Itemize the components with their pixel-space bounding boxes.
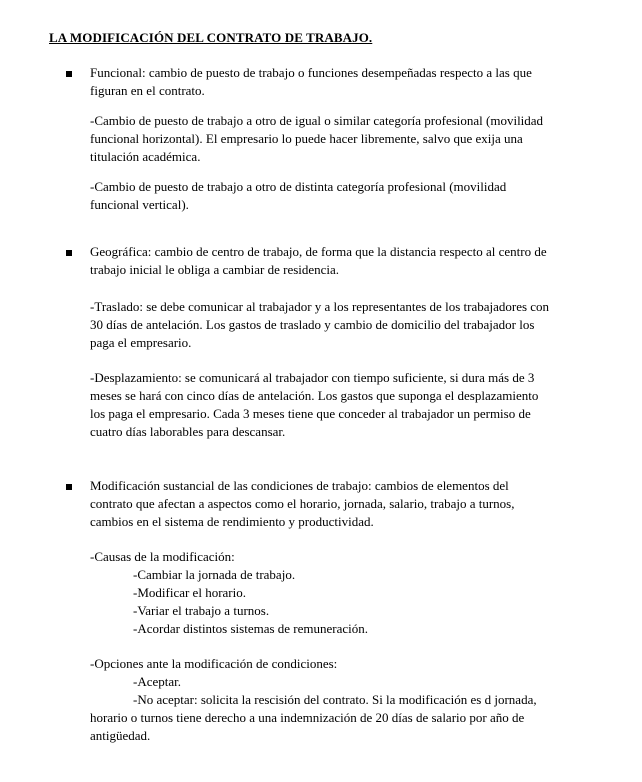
text-line: horario o turnos tiene derecho a una indemnización de 20 días de salario por año de	[90, 710, 525, 725]
text-line: -Cambio de puesto de trabajo a otro de igual o similar categoría profesional (movilidad	[90, 113, 544, 128]
text-line: paga el empresario.	[90, 335, 192, 350]
list-item: -Cambiar la jornada de trabajo.	[133, 567, 296, 582]
bullet-marker	[66, 250, 72, 256]
bullet-marker	[66, 71, 72, 77]
opciones-list	[133, 673, 537, 709]
section-geografica-lead	[90, 243, 580, 279]
list-item: -No aceptar: solicita la rescisión del contrato. Si la modificación es d jornada,	[133, 692, 537, 707]
text-line: cambios en el sistema de rendimiento y productividad.	[90, 514, 374, 529]
text-line: 30 días de antelación. Los gastos de traslado y cambio de domicilio del trabajador los	[90, 317, 535, 332]
section-funcional-vertical	[90, 178, 580, 214]
causas-heading	[90, 548, 580, 566]
text-line: -Cambio de puesto de trabajo a otro de distinta categoría profesional (movilidad	[90, 179, 507, 194]
text-line: titulación académica.	[90, 149, 201, 164]
section-geografica-traslado	[90, 298, 580, 352]
text-line: -Traslado: se debe comunicar al trabajador y a los representantes de los trabajadores con	[90, 299, 550, 314]
text-line: figuran en el contrato.	[90, 83, 205, 98]
text-line: los paga el empresario. Cada 3 meses tiene que conceder al trabajador un permiso de	[90, 406, 531, 421]
text-line: -Desplazamiento: se comunicará al trabajador con tiempo suficiente, si dura más de 3	[90, 370, 535, 385]
section-funcional-horizontal	[90, 112, 580, 166]
section-sustancial-lead	[90, 477, 580, 531]
text-line: Geográfica: cambio de centro de trabajo, de forma que la distancia respecto al centro de	[90, 244, 547, 259]
list-item: -Variar el trabajo a turnos.	[133, 603, 270, 618]
text-line: -Opciones ante la modificación de condiciones:	[90, 656, 338, 671]
text-line: contrato que afectan a aspectos como el horario, jornada, salario, trabajo a turnos,	[90, 496, 515, 511]
section-funcional-lead	[90, 64, 580, 100]
bullet-marker	[66, 484, 72, 490]
text-line: -Causas de la modificación:	[90, 549, 235, 564]
text-line: Funcional: cambio de puesto de trabajo o funciones desempeñadas respecto a las que	[90, 65, 532, 80]
text-line: funcional horizontal). El empresario lo puede hacer libremente, salvo que exija una	[90, 131, 523, 146]
list-item: -Aceptar.	[133, 674, 182, 689]
text-line: cuatro días laborables para descansar.	[90, 424, 286, 439]
text-line: trabajo inicial le obliga a cambiar de residencia.	[90, 262, 340, 277]
opciones-heading	[90, 655, 580, 673]
causas-list	[133, 566, 368, 638]
section-geografica-desplazamiento	[90, 369, 580, 441]
text-line: meses se hará con cinco días de antelación. Los gastos que suponga el desplazamiento	[90, 388, 539, 403]
opciones-continuation	[90, 709, 580, 745]
document-title: LA MODIFICACIÓN DEL CONTRATO DE TRABAJO.	[49, 30, 373, 45]
text-line: funcional vertical).	[90, 197, 189, 212]
text-line: Modificación sustancial de las condiciones de trabajo: cambios de elementos del	[90, 478, 509, 493]
text-line: antigüedad.	[90, 728, 151, 743]
list-item: -Modificar el horario.	[133, 585, 246, 600]
list-item: -Acordar distintos sistemas de remuneración.	[133, 621, 369, 636]
